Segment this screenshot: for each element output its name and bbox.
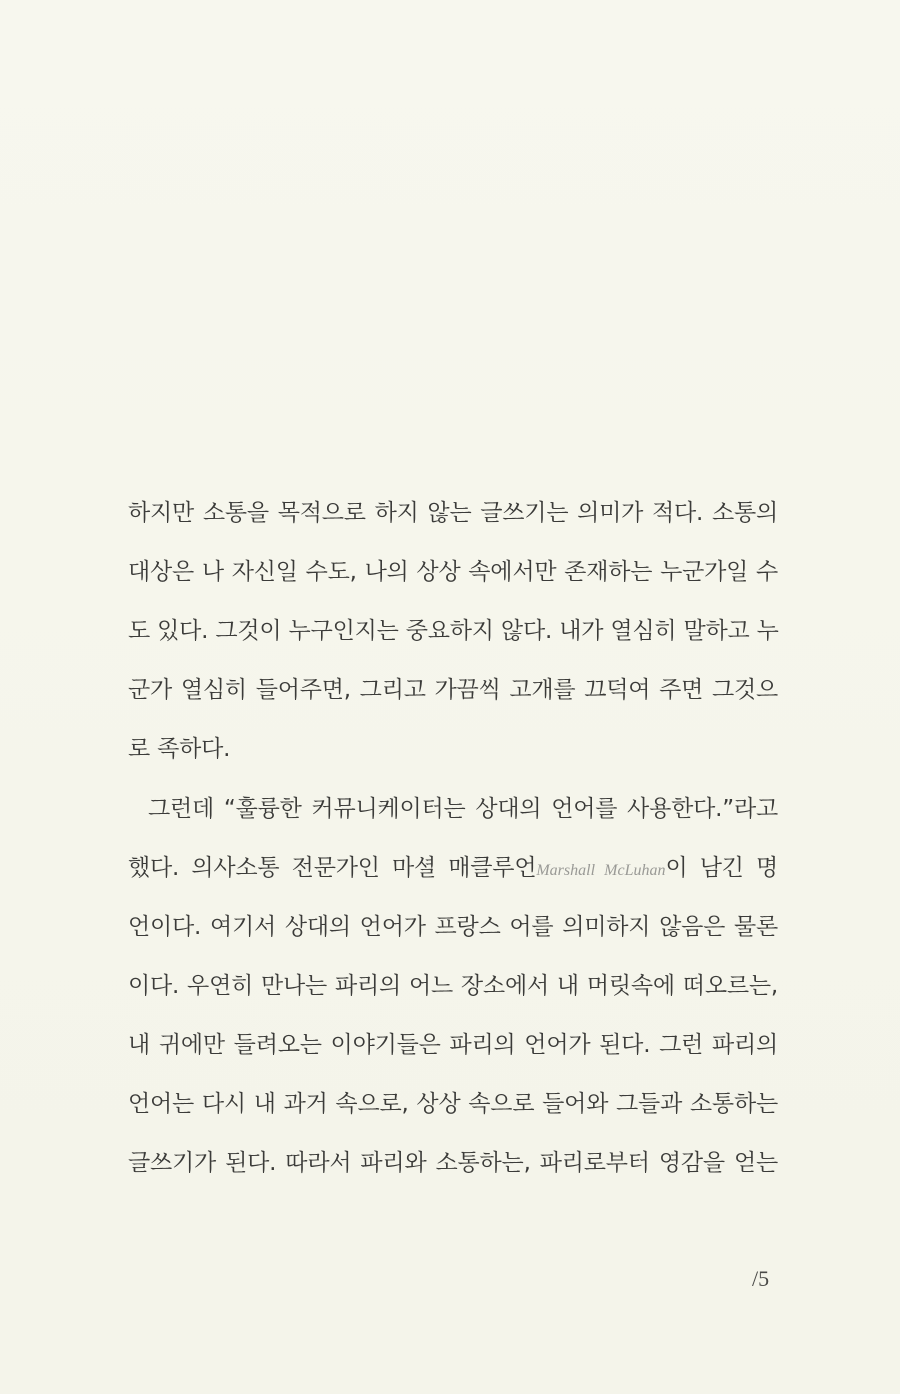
text-line: 대상은 나 자신일 수도, 나의 상상 속에서만 존재하는 누군가일 수 — [128, 559, 778, 585]
text-line: 이다. 우연히 만나는 파리의 어느 장소에서 내 머릿속에 떠오르는, — [128, 973, 778, 999]
text-line-with-latin-name — [128, 848, 778, 888]
text-line: 내 귀에만 들려오는 이야기들은 파리의 언어가 된다. 그런 파리의 — [128, 1032, 778, 1058]
text-line: 하지만 소통을 목적으로 하지 않는 글쓰기는 의미가 적다. 소통의 — [128, 500, 778, 526]
text-line-indented: 그런데 “훌륭한 커뮤니케이터는 상대의 언어를 사용한다.”라고 — [148, 796, 778, 822]
text-line: 도 있다. 그것이 누구인지는 중요하지 않다. 내가 열심히 말하고 누 — [128, 618, 779, 644]
text-line: 글쓰기가 된다. 따라서 파리와 소통하는, 파리로부터 영감을 얻는 — [128, 1150, 778, 1176]
text-line: 언어는 다시 내 과거 속으로, 상상 속으로 들어와 그들과 소통하는 — [128, 1091, 778, 1117]
text-segment: 이 남긴 명 — [665, 855, 779, 881]
latin-name: Marshall McLuhan — [536, 862, 666, 879]
text-line: 군가 열심히 들어주면, 그리고 가끔씩 고개를 끄덕여 주면 그것으 — [128, 677, 778, 703]
page-number-value: 5 — [758, 1266, 770, 1291]
text-line: 로 족하다. — [128, 736, 231, 762]
page-number: /5 — [752, 1266, 770, 1291]
text-segment: 했다. 의사소통 전문가인 마셜 매클루언 — [128, 855, 537, 881]
text-line: 언이다. 여기서 상대의 언어가 프랑스 어를 의미하지 않음은 물론 — [128, 914, 778, 940]
